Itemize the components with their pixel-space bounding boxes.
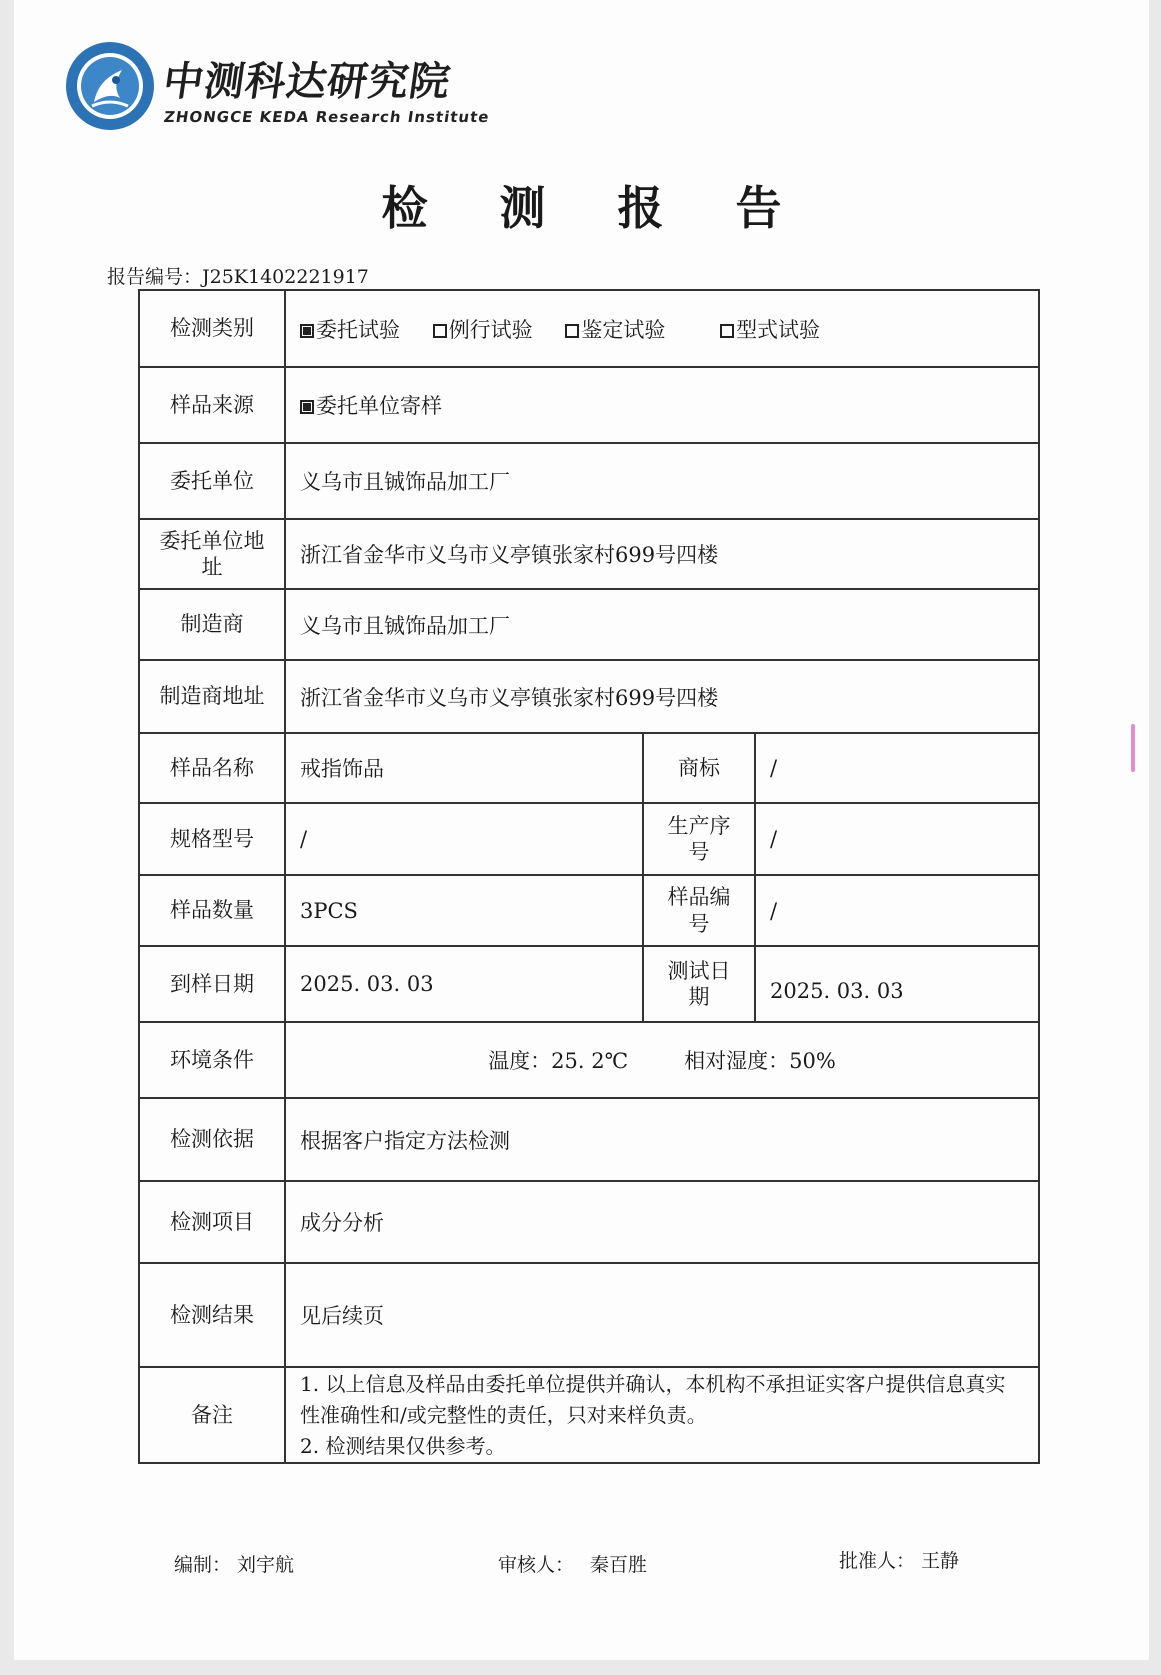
row-label: 样品来源	[139, 367, 285, 443]
table-row	[139, 367, 1039, 443]
row-label: 规格型号	[139, 803, 285, 875]
logo-chinese-name: 中测科达研究院	[160, 59, 454, 105]
row-label: 检测结果	[139, 1263, 285, 1367]
arrival-date-value: 2025. 03. 03	[285, 946, 643, 1022]
report-number-label: 报告编号：	[107, 266, 203, 288]
row-label: 商标	[643, 733, 755, 803]
option-commissioned-test: 委托试验	[300, 318, 400, 342]
institute-seal-icon	[64, 40, 156, 132]
row-label: 委托单位	[139, 443, 285, 519]
row-label: 检测项目	[139, 1181, 285, 1263]
row-label: 到样日期	[139, 946, 285, 1022]
report-number	[107, 262, 369, 289]
table-row	[139, 875, 1039, 946]
reviewed-by-name: 秦百胜	[590, 1554, 648, 1576]
environment-value	[285, 1022, 1039, 1098]
report-page	[14, 0, 1149, 1660]
row-label: 样品名称	[139, 733, 285, 803]
manufacturer-address-value: 浙江省金华市义乌市义亭镇张家村699号四楼	[285, 660, 1039, 733]
report-table	[138, 289, 1040, 1464]
table-row	[139, 1022, 1039, 1098]
row-label: 样品数量	[139, 875, 285, 946]
logo-english-name: ZHONGCE KEDA Research Institute	[162, 108, 491, 126]
checked-box-icon	[300, 400, 314, 414]
sample-number-value: /	[755, 875, 1039, 946]
client-address-value: 浙江省金华市义乌市义亭镇张家村699号四楼	[285, 519, 1039, 589]
table-row	[139, 803, 1039, 875]
prepared-by: 编制： 刘宇航	[174, 1554, 295, 1576]
remarks-value	[285, 1367, 1039, 1463]
checked-box-icon	[300, 324, 314, 338]
approved-by-name: 王静	[921, 1550, 960, 1572]
table-row	[139, 660, 1039, 733]
empty-box-icon	[565, 324, 579, 338]
row-label: 样品编号	[643, 875, 755, 946]
report-number-value: J25K1402221917	[202, 266, 369, 288]
client-value: 义乌市且铖饰品加工厂	[285, 443, 1039, 519]
row-label: 制造商地址	[139, 660, 285, 733]
table-row	[139, 519, 1039, 589]
approved-by: 批准人： 王静	[839, 1550, 960, 1572]
row-label: 生产序号	[643, 803, 755, 875]
table-row	[139, 1263, 1039, 1367]
trademark-value: /	[755, 733, 1039, 803]
test-type-options	[285, 290, 1039, 367]
empty-box-icon	[433, 324, 447, 338]
option-routine-test: 例行试验	[433, 318, 533, 342]
manufacturer-value: 义乌市且铖饰品加工厂	[285, 589, 1039, 660]
reviewed-by: 审核人： 秦百胜	[498, 1554, 648, 1576]
document-title: 检 测 报 告	[381, 181, 810, 235]
row-label: 委托单位地址	[139, 519, 285, 589]
table-row	[139, 290, 1039, 367]
row-label: 环境条件	[139, 1022, 285, 1098]
table-row	[139, 1181, 1039, 1263]
humidity-value: 相对湿度：50%	[684, 1049, 836, 1073]
row-label: 检测依据	[139, 1098, 285, 1181]
test-date-value: 2025. 03. 03	[755, 946, 1039, 1022]
table-row	[139, 1367, 1039, 1463]
sample-source-value: 委托单位寄样	[285, 367, 1039, 443]
table-row	[139, 589, 1039, 660]
sample-name-value: 戒指饰品	[285, 733, 643, 803]
option-appraisal-test: 鉴定试验	[565, 318, 665, 342]
items-value: 成分分析	[285, 1181, 1039, 1263]
result-value: 见后续页	[285, 1263, 1039, 1367]
option-type-test: 型式试验	[720, 318, 820, 342]
row-label: 备注	[139, 1367, 285, 1463]
prepared-by-name: 刘宇航	[237, 1554, 295, 1576]
remark-line-2: 2. 检测结果仅供参考。	[300, 1433, 506, 1458]
quantity-value: 3PCS	[285, 875, 643, 946]
table-row	[139, 946, 1039, 1022]
table-row	[139, 1098, 1039, 1181]
serial-value: /	[755, 803, 1039, 875]
model-value: /	[285, 803, 643, 875]
temperature-value: 温度：25. 2℃	[488, 1049, 629, 1073]
edge-highlight-mark	[1131, 724, 1135, 772]
empty-box-icon	[720, 324, 734, 338]
row-label: 制造商	[139, 589, 285, 660]
table-row	[139, 443, 1039, 519]
remark-line-1: 1. 以上信息及样品由委托单位提供并确认，本机构不承担证实客户提供信息真实性准确性和/或完整性的责任，只对来样负责。	[300, 1371, 1006, 1427]
row-label: 检测类别	[139, 290, 285, 367]
row-label: 测试日期	[643, 946, 755, 1022]
table-row	[139, 733, 1039, 803]
basis-value: 根据客户指定方法检测	[285, 1098, 1039, 1181]
